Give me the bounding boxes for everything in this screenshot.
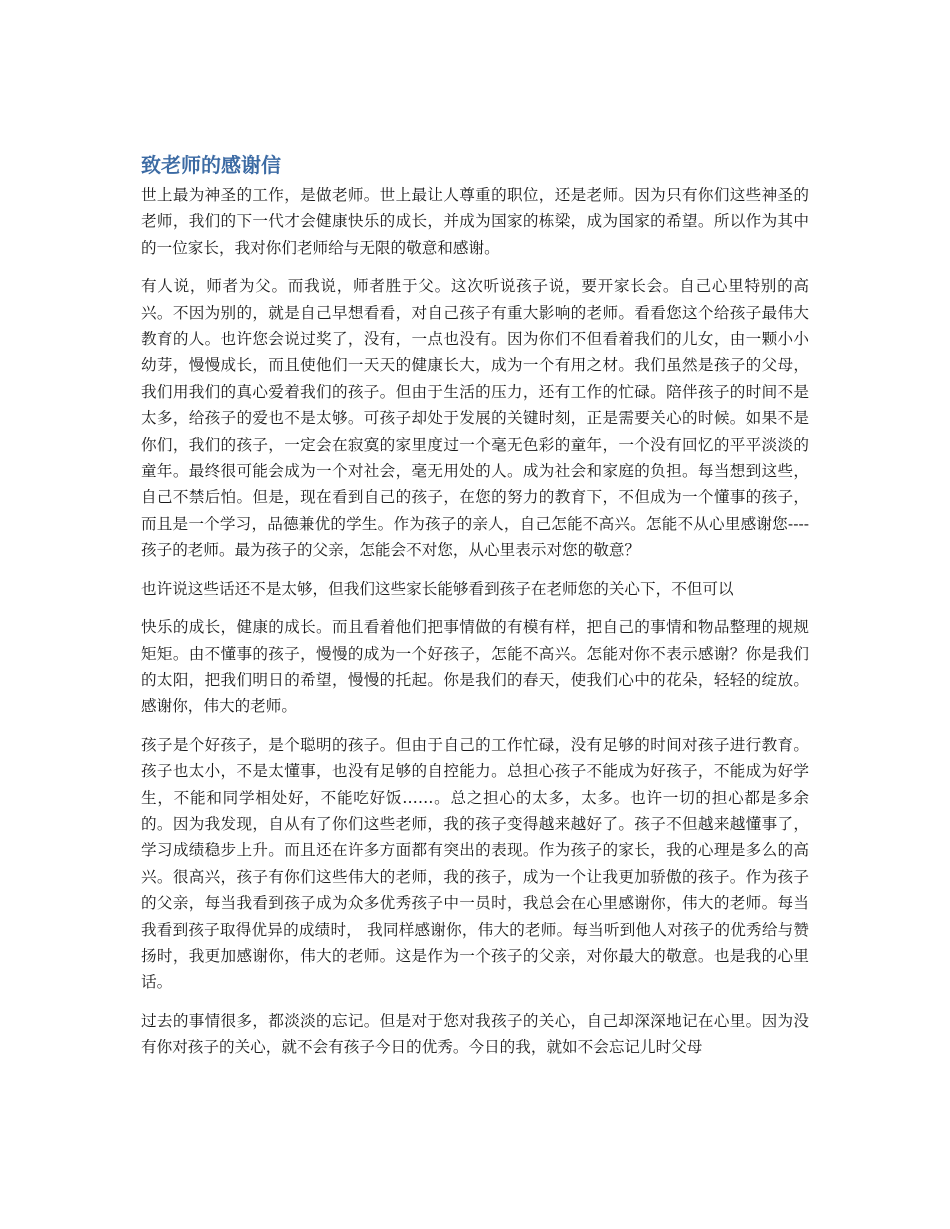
paragraph-5: 孩子是个好孩子，是个聪明的孩子。但由于自己的工作忙碌，没有足够的时间对孩子进行教育。 孩子也太小，不是太懂事，也没有足够的自控能力。总担心孩子不能成为好孩子，不能成为好学生，不能和同学相处好，不能吃好饭……。总之担心的太多，太多。也许一切的担心都是多余的。因为我发现，自从有了你们这些老师，我的孩子变得越来越好了。孩子不但越来越懂事了，学习成绩稳步上升。而且还在许多方面都有突出的表现。作为孩子的家长，我的心理是多么的高兴。很高兴，孩子有你们这些伟大的老师，我的孩子，成为一个让我更加骄傲的孩子。作为孩子的父亲，每当我看到孩子成为众多优秀孩子中一员时，我总会在心里感谢你，伟大的老师。每当我看到孩子取得优异的成绩时， 我同样感谢你，伟大的老师。每当听到他人对孩子的优秀给与赞扬时，我更加感谢你，伟大的老师。这是作为一个孩子的父亲，对你最大的敬意。也是我的心里话。 — [141, 735, 809, 992]
document-page — [141, 150, 809, 1073]
paragraph-6: 过去的事情很多，都淡淡的忘记。但是对于您对我孩子的关心，自己却深深地记在心里。因为没有你对孩子的关心，就不会有孩子今日的优秀。今日的我，就如不会忘记儿时父母 — [141, 1011, 809, 1057]
document-title: 致老师的感谢信 — [141, 153, 281, 177]
paragraph-3: 也许说这些话还不是太够，但我们这些家长能够看到孩子在老师您的关心下，不但可以 — [141, 579, 734, 598]
paragraph-4: 快乐的成长，健康的成长。而且看着他们把事情做的有模有样，把自己的事情和物品整理的规规矩矩。由不懂事的孩子，慢慢的成为一个好孩子，怎能不高兴。怎能对你不表示感谢？你是我们的太阳，把我们明日的希望，慢慢的托起。你是我们的春天，使我们心中的花朵，轻轻的绽放。感谢你，伟大的老师。 — [141, 618, 809, 716]
paragraph-1: 世上最为神圣的工作，是做老师。世上最让人尊重的职位，还是老师。因为只有你们这些神圣的老师，我们的下一代才会健康快乐的成长，并成为国家的栋梁，成为国家的希望。所以作为其中的一位家长，我对你们老师给与无限的敬意和感谢。 — [141, 186, 809, 257]
paragraph-2: 有人说，师者为父。而我说，师者胜于父。这次听说孩子说，要开家长会。自己心里特别的高兴。不因为别的，就是自己早想看看，对自己孩子有重大影响的老师。看看您这个给孩子最伟大教育的人。也许您会说过奖了，没有，一点也没有。因为你们不但看着我们的儿女，由一颗小小幼芽，慢慢成长，而且使他们一天天的健康长大，成为一个有用之材。我们虽然是孩子的父母，我们用我们的真心爱着我们的孩子。但由于生活的压力，还有工作的忙碌。陪伴孩子的时间不是太多，给孩子的爱也不是太够。可孩子却处于发展的关键时刻，正是需要关心的时候。如果不是你们，我们的孩子，一定会在寂寞的家里度过一个毫无色彩的童年，一个没有回忆的平平淡淡的童年。最终很可能会成为一个对社会，毫无用处的人。成为社会和家庭的负担。每当想到这些，自己不禁后怕。但是，现在看到自己的孩子，在您的努力的教育下，不但成为一个懂事的孩子，而且是一个学习，品德兼优的学生。作为孩子的亲人，自己怎能不高兴。怎能不从心里感谢您----孩子的老师。最为孩子的父亲，怎能会不对您，从心里表示对您的敬意？ — [141, 277, 809, 560]
